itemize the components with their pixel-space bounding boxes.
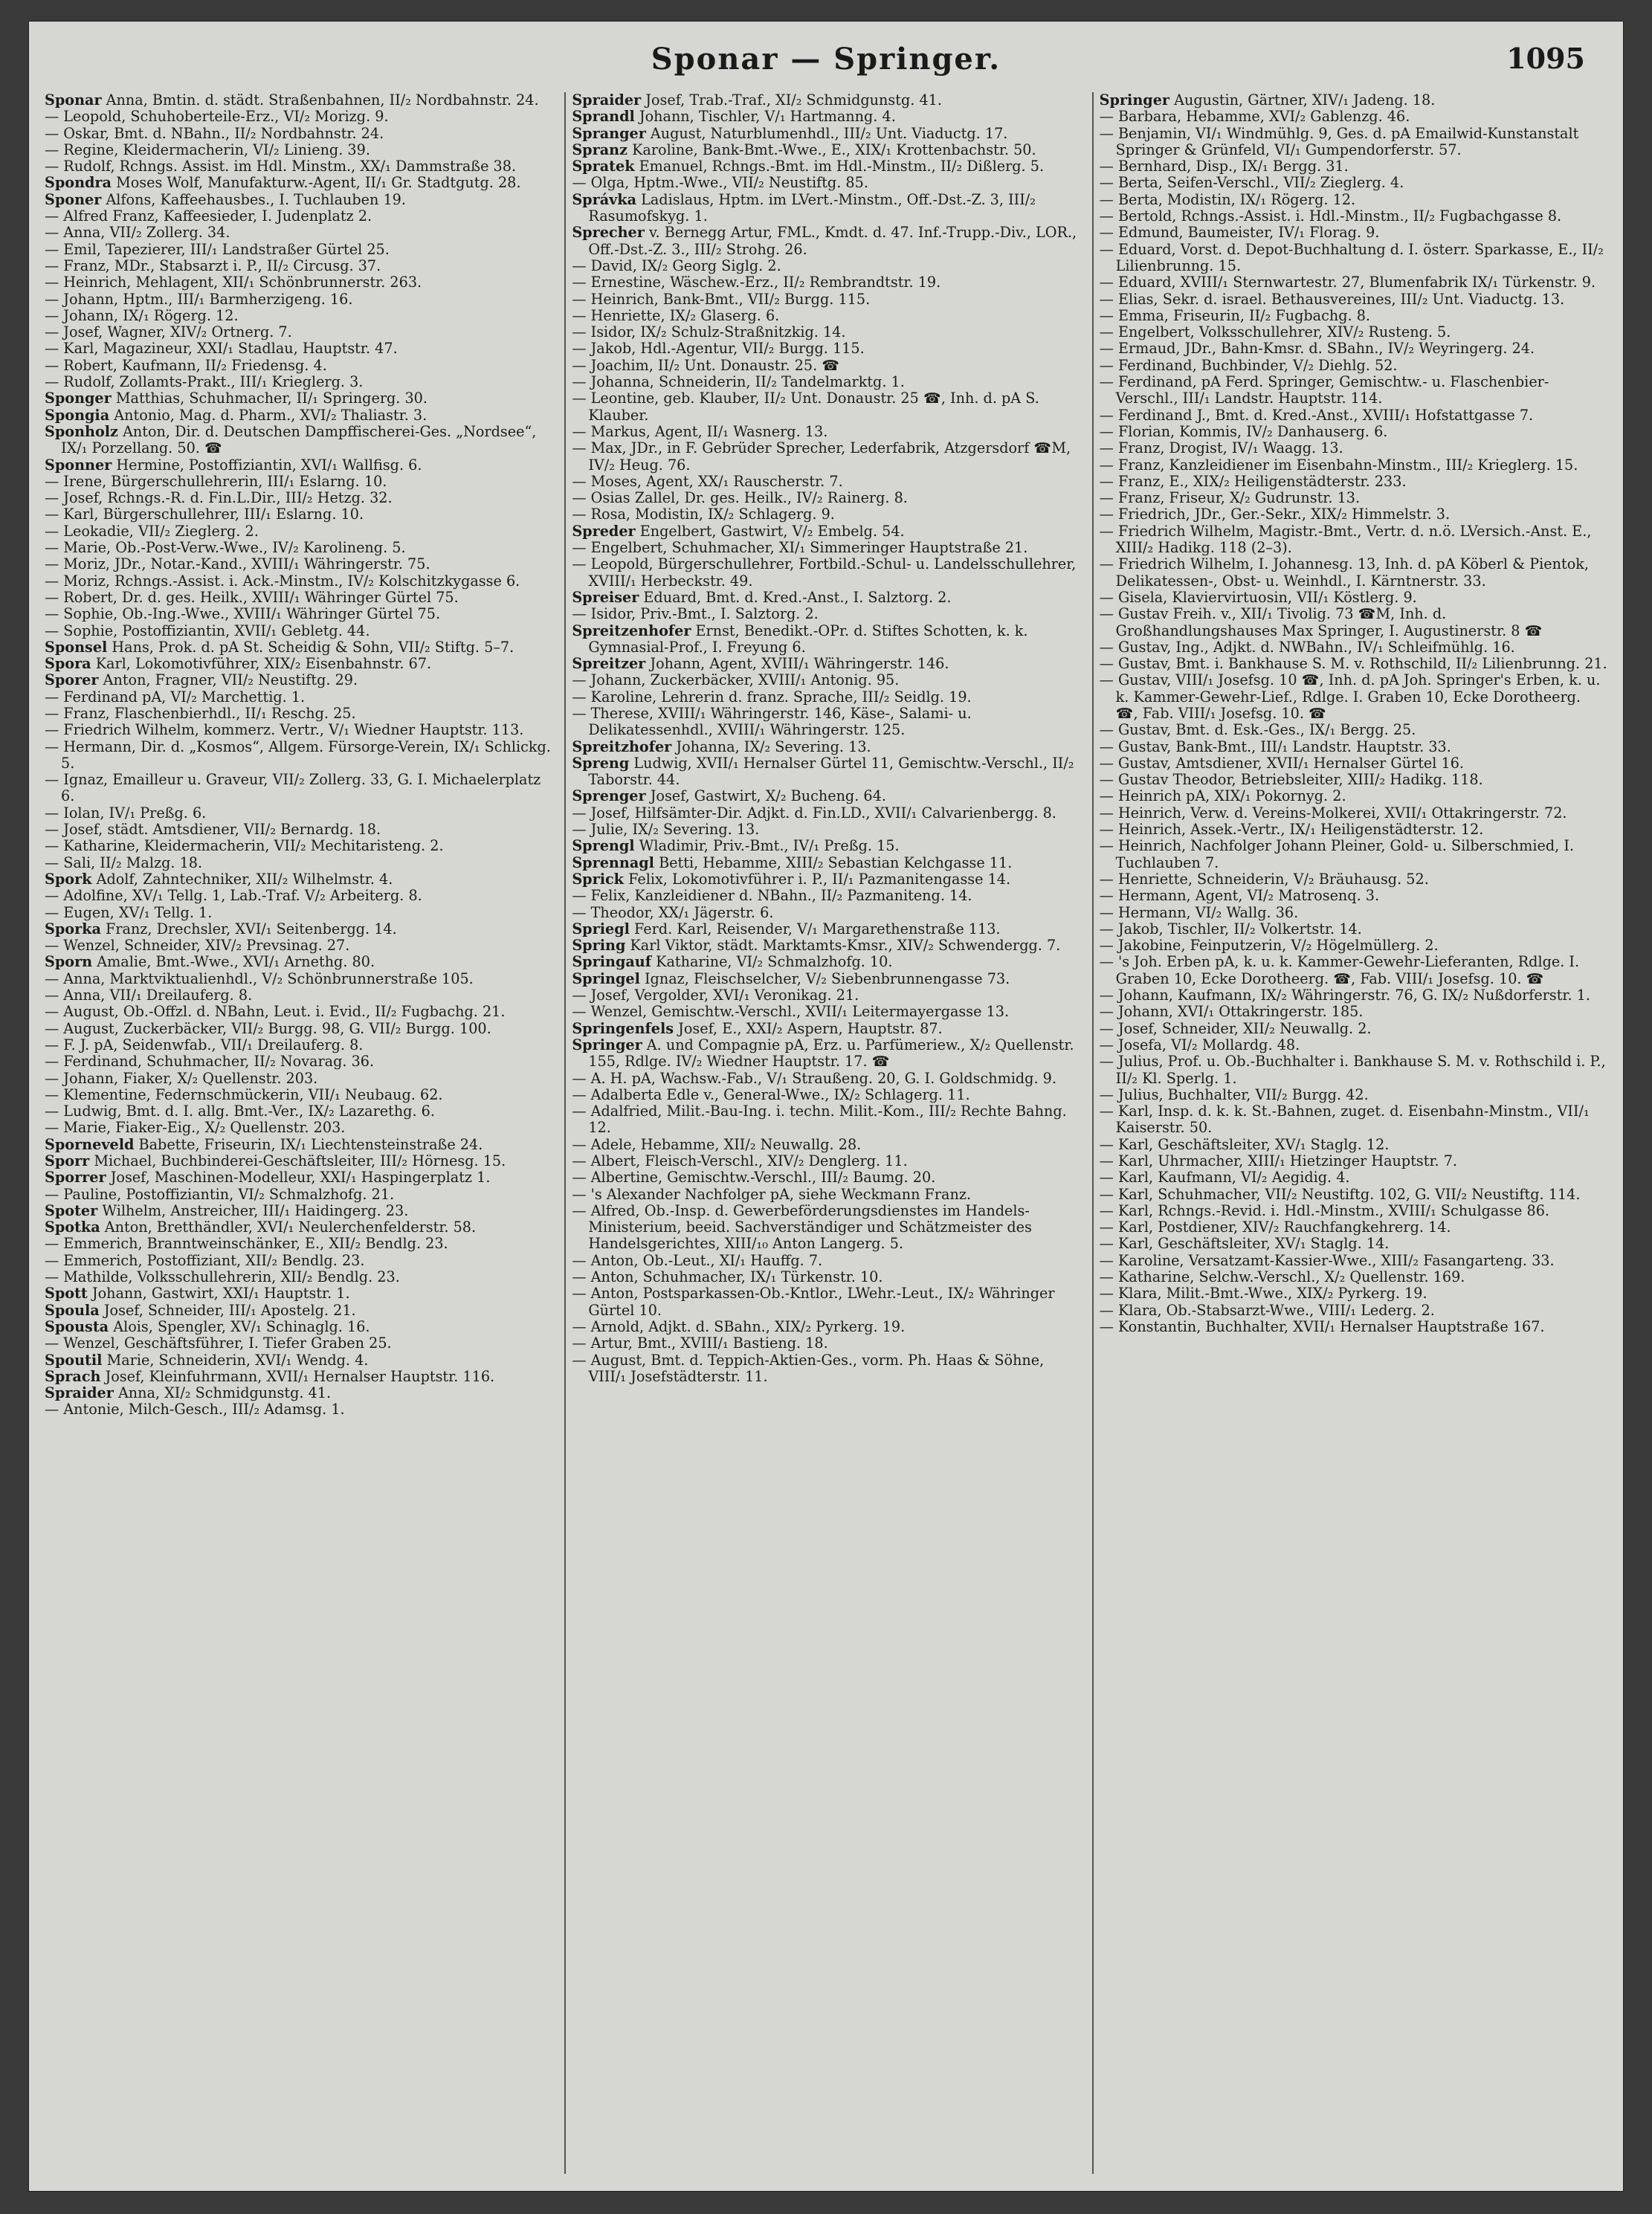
directory-entry: — Jakobine, Feinputzerin, V/₂ Högelmüllerg. 2. (1099, 937, 1439, 955)
directory-entry: — Emma, Friseurin, II/₂ Fugbachg. 8. (1099, 306, 1371, 324)
directory-entry: — Isidor, IX/₂ Schulz-Straßnitzkig. 14. (572, 323, 846, 341)
directory-entry: Spranger August, Naturblumenhdl., III/₂ Unt. Viaductg. 17. (572, 124, 1008, 142)
directory-entry: — Marie, Fiaker-Eig., X/₂ Quellenstr. 203. (45, 1119, 346, 1137)
directory-entry: — Berta, Seifen-Verschl., VII/₂ Zieglerg. 4. (1099, 174, 1404, 192)
directory-entry: — Julie, IX/₂ Severing. 13. (572, 821, 760, 839)
directory-entry: — Berta, Modistin, IX/₁ Rögerg. 12. (1099, 190, 1356, 208)
directory-entry: — Heinrich, Nachfolger Johann Pleiner, Gold- u. Silberschmied, I. Tuchlauben 7. (1099, 837, 1574, 871)
directory-entry: — Emil, Tapezierer, III/₁ Landstraßer Gürtel 25. (45, 240, 390, 258)
directory-entry: — Josef, Hilfsämter-Dir. Adjkt. d. Fin.LD., XVII/₁ Calvarienbergg. 8. (572, 804, 1056, 822)
directory-entry: Sprandl Johann, Tischler, V/₁ Hartmanng. 4. (572, 108, 896, 126)
directory-entry: — Gisela, Klaviervirtuosin, VII/₁ Köstlerg. 9. (1099, 588, 1417, 606)
directory-entry: — Benjamin, VI/₁ Windmühlg. 9, Ges. d. pA Emailwid-Kunstanstalt Springer & Grünfeld, VI/₁ Gumpendorferstr. 57. (1099, 124, 1579, 158)
directory-entry: — Ferdinand pA, VI/₂ Marchettig. 1. (45, 688, 306, 706)
directory-entry: — August, Ob.-Offzl. d. NBahn, Leut. i. Evid., II/₂ Fugbachg. 21. (45, 1003, 506, 1021)
directory-entry: — Anna, VII/₂ Zollerg. 34. (45, 224, 230, 242)
directory-entry: — Adalfried, Milit.-Bau-Ing. i. techn. Milit.-Kom., III/₂ Rechte Bahng. 12. (572, 1103, 1067, 1137)
directory-entry: Spring Karl Viktor, städt. Marktamts-Kmsr., XIV/₂ Schwendergg. 7. (572, 937, 1061, 955)
directory-entry: — Franz, E., XIX/₂ Heiligenstädterstr. 233. (1099, 472, 1407, 490)
directory-entry: — Ignaz, Emailleur u. Graveur, VII/₂ Zollerg. 33, G. I. Michaelerplatz 6. (45, 771, 541, 805)
directory-entry: — Johann, Fiaker, X/₂ Quellenstr. 203. (45, 1069, 318, 1087)
directory-entry: — Gustav Freih. v., XII/₁ Tivolig. 73 ☎M, Inh. d. Großhandlungshauses Max Springer, I. Augustinerstr. 8 ☎ (1099, 605, 1543, 639)
directory-entry: — Albert, Fleisch-Verschl., XIV/₂ Denglerg. 11. (572, 1152, 908, 1169)
directory-entry: Spriegl Ferd. Karl, Reisender, V/₁ Margarethenstraße 113. (572, 920, 1001, 937)
directory-entry: Správka Ladislaus, Hptm. im LVert.-Minstm., Off.-Dst.-Z. 3, III/₂ Rasumofskyg. 1. (572, 190, 1036, 225)
directory-entry: — Leopold, Bürgerschullehrer, Fortbild.-Schul- u. Landelsschullehrer, XVIII/₁ Herbeckstr. 49. (572, 555, 1077, 590)
directory-entry: — Jakob, Hdl.-Agentur, VII/₂ Burgg. 115. (572, 340, 865, 358)
directory-entry: — Anna, Marktviktualienhdl., V/₂ Schönbrunnerstraße 105. (45, 969, 474, 987)
directory-entry: — Heinrich, Bank-Bmt., VII/₂ Burgg. 115. (572, 290, 871, 308)
directory-entry: — Regine, Kleidermacherin, VI/₂ Linieng. 39. (45, 141, 370, 158)
directory-entry: — Wenzel, Schneider, XIV/₂ Prevsinag. 27. (45, 937, 350, 955)
directory-entry: Sprengl Wladimir, Priv.-Bmt., IV/₁ Preßg. 15. (572, 837, 900, 855)
directory-entry: — Klara, Ob.-Stabsarzt-Wwe., VIII/₁ Lederg. 2. (1099, 1301, 1435, 1319)
directory-entry: — Ermaud, JDr., Bahn-Kmsr. d. SBahn., IV/₂ Weyringerg. 24. (1099, 340, 1535, 358)
directory-entry: Springenfels Josef, E., XXI/₂ Aspern, Hauptstr. 87. (572, 1019, 943, 1037)
directory-entry: — Eduard, Vorst. d. Depot-Buchhaltung d. I. österr. Sparkasse, E., II/₂ Lilienbrunng. 15. (1099, 240, 1604, 274)
directory-entry: Spora Karl, Lokomotivführer, XIX/₂ Eisenbahnstr. 67. (45, 655, 432, 673)
directory-entry: — Karl, Rchngs.-Revid. i. Hdl.-Minstm., XVIII/₁ Schulgasse 86. (1099, 1201, 1549, 1219)
directory-entry: — Klementine, Federnschmückerin, VII/₁ Neubaug. 62. (45, 1085, 443, 1103)
directory-entry: Spott Johann, Gastwirt, XXI/₁ Hauptstr. 1. (45, 1285, 350, 1303)
directory-entry: Sponar Anna, Bmtin. d. städt. Straßenbahnen, II/₂ Nordbahnstr. 24. (45, 92, 539, 109)
directory-entry: Spratek Emanuel, Rchngs.-Bmt. im Hdl.-Minstm., II/₂ Dißlerg. 5. (572, 158, 1045, 175)
directory-entry: — Leopold, Schuhoberteile-Erz., VI/₂ Morizg. 9. (45, 108, 389, 126)
directory-entry: — Friedrich Wilhelm, kommerz. Vertr., V/₁ Wiedner Hauptstr. 113. (45, 721, 524, 739)
directory-entry: — David, IX/₂ Georg Siglg. 2. (572, 256, 781, 274)
directory-entry: — Joachim, II/₂ Unt. Donaustr. 25. ☎ (572, 356, 840, 374)
directory-entry: Spreitzer Johann, Agent, XVIII/₁ Währingerstr. 146. (572, 655, 949, 673)
directory-entry: — Pauline, Postoffiziantin, VI/₂ Schmalzhofg. 21. (45, 1185, 395, 1203)
directory-entry: — Florian, Kommis, IV/₂ Danhauserg. 6. (1099, 422, 1388, 440)
directory-entry: Sprach Josef, Kleinfuhrmann, XVII/₁ Hernalser Hauptstr. 116. (45, 1367, 495, 1385)
directory-entry: — Alfred Franz, Kaffeesieder, I. Judenplatz 2. (45, 207, 372, 225)
directory-entry: — Gustav, Amtsdiener, XVII/₁ Hernalser Gürtel 16. (1099, 754, 1465, 772)
directory-entry: Spraider Josef, Trab.-Traf., XI/₂ Schmidgunstg. 41. (572, 92, 942, 109)
directory-entry: — Rudolf, Rchngs. Assist. im Hdl. Minstm., XX/₁ Dammstraße 38. (45, 158, 517, 175)
directory-entry: — Karl, Schuhmacher, VII/₂ Neustiftg. 102, G. VII/₂ Neustiftg. 114. (1099, 1185, 1581, 1203)
directory-entry: Sporka Franz, Drechsler, XVI/₁ Seitenbergg. 14. (45, 920, 397, 937)
directory-entry: — Sophie, Ob.-Ing.-Wwe., XVIII/₁ Währinger Gürtel 75. (45, 605, 441, 623)
directory-entry: — Johann, Hptm., III/₁ Barmherzigeng. 16. (45, 290, 353, 308)
directory-entry: — Katharine, Kleidermacherin, VII/₂ Mechitaristeng. 2. (45, 837, 444, 855)
directory-entry: Sponholz Anton, Dir. d. Deutschen Dampffischerei-Ges. „Nordsee“, IX/₁ Porzellang. 50. ☎ (45, 422, 537, 457)
directory-entry: — Heinrich, Verw. d. Vereins-Molkerei, XVII/₁ Ottakringerstr. 72. (1099, 804, 1567, 822)
directory-entry: — Karl, Geschäftsleiter, XV/₁ Staglg. 14. (1099, 1235, 1390, 1253)
directory-entry: — Heinrich, Mehlagent, XII/₁ Schönbrunnerstr. 263. (45, 274, 422, 291)
directory-entry: — Gustav, Ing., Adjkt. d. NWBahn., IV/₁ Schleifmühlg. 16. (1099, 638, 1515, 656)
directory-entry: — Gustav, Bmt. i. Bankhause S. M. v. Rothschild, II/₂ Lilienbrunng. 21. (1099, 655, 1607, 673)
directory-entry: — Wenzel, Geschäftsführer, I. Tiefer Graben 25. (45, 1334, 392, 1352)
directory-entry: Sporr Michael, Buchbinderei-Geschäftsleiter, III/₂ Hörnesg. 15. (45, 1152, 506, 1169)
directory-entry: — Karl, Postdiener, XIV/₂ Rauchfangkehrerg. 14. (1099, 1219, 1451, 1236)
directory-entry: — Osias Zallel, Dr. ges. Heilk., IV/₂ Rainerg. 8. (572, 489, 908, 507)
directory-entry: — Gustav, Bank-Bmt., III/₁ Landstr. Hauptstr. 33. (1099, 738, 1451, 755)
directory-entry: Spousta Alois, Spengler, XV/₁ Schinaglg. 16. (45, 1317, 370, 1335)
directory-entry: Spreitzenhofer Ernst, Benedikt.-OPr. d. Stiftes Schotten, k. k. Gymnasial-Prof., I. Freyung 6. (572, 622, 1028, 656)
directory-page (28, 21, 1624, 2192)
column-middle (564, 92, 1080, 2174)
directory-entry: — Josef, Schneider, XII/₂ Neuwallg. 2. (1099, 1019, 1372, 1037)
directory-entry: — Johanna, Schneiderin, II/₂ Tandelmarktg. 1. (572, 373, 905, 391)
directory-entry: — Sophie, Postoffiziantin, XVII/₁ Gebletg. 44. (45, 622, 370, 639)
directory-entry: — Theodor, XX/₁ Jägerstr. 6. (572, 903, 774, 921)
directory-entry: — Gustav, VIII/₁ Josefsg. 10 ☎, Inh. d. pA Joh. Springer's Erben, k. u. k. Kammer-Gewehr-Lief., Rdlge. I. Graben 10, Ecke Dorotheerg. ☎, Fab. VIII/₁ Josefsg. 10. ☎ (1099, 671, 1601, 722)
directory-entry: — Barbara, Hebamme, XVI/₂ Gablenzg. 46. (1099, 108, 1410, 126)
directory-entry: — Friedrich Wilhelm, Magistr.-Bmt., Vertr. d. n.ö. LVersich.-Anst. E., XIII/₂ Hadikg. 118 (2–3). (1099, 522, 1592, 557)
directory-entry: — Franz, MDr., Stabsarzt i. P., II/₂ Circusg. 37. (45, 256, 381, 274)
directory-entry: Sponer Alfons, Kaffeehausbes., I. Tuchlauben 19. (45, 190, 406, 208)
directory-entry: — Franz, Flaschenbierhdl., II/₁ Reschg. 25. (45, 704, 356, 722)
directory-entry: — Karl, Insp. d. k. k. St.-Bahnen, zuget. d. Eisenbahn-Minstm., VII/₁ Kaiserstr. 50. (1099, 1103, 1590, 1137)
directory-entry: — Ferdinand J., Bmt. d. Kred.-Anst., XVIII/₁ Hofstattgasse 7. (1099, 406, 1534, 424)
directory-entry: — Adalberta Edle v., General-Wwe., IX/₂ Schlagerg. 11. (572, 1085, 970, 1103)
directory-entry: — 's Joh. Erben pA, k. u. k. Kammer-Gewehr-Lieferanten, Rdlge. I. Graben 10, Ecke Dorotheerg. ☎, Fab. VIII/₁ Josefsg. 10. ☎ (1099, 953, 1580, 987)
directory-entry: — Franz, Friseur, X/₂ Gudrunstr. 13. (1099, 489, 1361, 507)
directory-entry: — Josefa, VI/₂ Mollardg. 48. (1099, 1036, 1300, 1053)
directory-entry: — 's Alexander Nachfolger pA, siehe Weckmann Franz. (572, 1185, 972, 1203)
column-left (45, 92, 552, 2174)
directory-entry: — Gustav, Bmt. d. Esk.-Ges., IX/₁ Bergg. 25. (1099, 721, 1416, 739)
directory-entry: Spondra Moses Wolf, Manufakturw.-Agent, II/₁ Gr. Stadtgutg. 28. (45, 174, 521, 192)
directory-entry: — Henriette, Schneiderin, V/₂ Bräuhausg. 52. (1099, 870, 1429, 888)
directory-entry: — Heinrich pA, XIX/₁ Pokornyg. 2. (1099, 787, 1346, 805)
directory-entry: Spranz Karoline, Bank-Bmt.-Wwe., E., XIX/₁ Krottenbachstr. 50. (572, 141, 1036, 158)
directory-entry: — Julius, Buchhalter, VII/₂ Burgg. 42. (1099, 1085, 1369, 1103)
directory-entry: Spongia Antonio, Mag. d. Pharm., XVI/₂ Thaliastr. 3. (45, 406, 427, 424)
directory-entry: — Leontine, geb. Klauber, II/₂ Unt. Donaustr. 25 ☎, Inh. d. pA S. Klauber. (572, 390, 1039, 424)
directory-entry: — Hermann, VI/₂ Wallg. 36. (1099, 903, 1299, 921)
directory-entry: Spreder Engelbert, Gastwirt, V/₂ Embelg. 54. (572, 522, 905, 540)
column-right (1092, 92, 1607, 2174)
directory-entry: Sporrer Josef, Maschinen-Modelleur, XXI/₁ Haspingerplatz 1. (45, 1169, 491, 1187)
directory-entry: Spotka Anton, Bretthändler, XVI/₁ Neulerchenfelderstr. 58. (45, 1219, 477, 1236)
directory-entry: — Alfred, Ob.-Insp. d. Gewerbeförderungsdienstes im Handels-Ministerium, beeid. Sachverständiger und Schätzmeister des Handelsgerichtes, XIII/₁₀ Anton Langerg. 5. (572, 1201, 1032, 1253)
directory-entry: — Marie, Ob.-Post-Verw.-Wwe., IV/₂ Karolineng. 5. (45, 539, 406, 557)
directory-entry: — A. H. pA, Wachsw.-Fab., V/₁ Straußeng. 20, G. I. Goldschmidg. 9. (572, 1069, 1056, 1087)
directory-entry: — August, Bmt. d. Teppich-Aktien-Ges., vorm. Ph. Haas & Söhne, VIII/₁ Josefstädterstr. 11. (572, 1351, 1045, 1385)
directory-entry: — Olga, Hptm.-Wwe., VII/₂ Neustiftg. 85. (572, 174, 868, 192)
directory-entry: — Jakob, Tischler, II/₂ Volkertstr. 14. (1099, 920, 1362, 937)
directory-entry: — Anna, VII/₁ Dreilauferg. 8. (45, 987, 253, 1004)
directory-entry: Springauf Katharine, VI/₂ Schmalzhofg. 10. (572, 953, 893, 971)
directory-entry: — Karl, Bürgerschullehrer, III/₁ Eslarng. 10. (45, 506, 364, 523)
directory-entry: — Konstantin, Buchhalter, XVII/₁ Hernalser Hauptstraße 167. (1099, 1317, 1545, 1335)
directory-entry: Spoutil Marie, Schneiderin, XVI/₁ Wendg. 4. (45, 1351, 369, 1369)
directory-entry: — Emmerich, Postoffiziant, XII/₂ Bendlg. 23. (45, 1251, 365, 1269)
directory-entry: — Gustav Theodor, Betriebsleiter, XIII/₂ Hadikg. 118. (1099, 771, 1483, 789)
directory-entry: — Johann, Kaufmann, IX/₂ Währingerstr. 76, G. IX/₂ Nußdorferstr. 1. (1099, 987, 1590, 1004)
directory-entry: — Ferdinand, Buchbinder, V/₂ Diehlg. 52. (1099, 356, 1398, 374)
directory-entry: — Antonie, Milch-Gesch., III/₂ Adamsg. 1. (45, 1401, 345, 1419)
directory-entry: — Ferdinand, pA Ferd. Springer, Gemischtw.- u. Flaschenbier-Verschl., III/₁ Landstr. Hauptstr. 114. (1099, 373, 1549, 407)
directory-entry: Spork Adolf, Zahntechniker, XII/₂ Wilhelmstr. 4. (45, 870, 393, 888)
directory-entry: — Robert, Kaufmann, II/₂ Friedensg. 4. (45, 356, 327, 374)
directory-entry: — Ferdinand, Schuhmacher, II/₂ Novarag. 36. (45, 1053, 375, 1071)
directory-entry: — Edmund, Baumeister, IV/₁ Florag. 9. (1099, 224, 1380, 242)
directory-entry: — Friedrich, JDr., Ger.-Sekr., XIX/₂ Himmelstr. 3. (1099, 506, 1451, 523)
directory-entry: — Robert, Dr. d. ges. Heilk., XVIII/₁ Währinger Gürtel 75. (45, 588, 459, 606)
directory-entry: — Rosa, Modistin, IX/₂ Schlagerg. 9. (572, 506, 835, 523)
directory-entry: — Josef, Wagner, XIV/₂ Ortnerg. 7. (45, 323, 292, 341)
directory-entry: Spreitzhofer Johanna, IX/₂ Severing. 13. (572, 738, 871, 755)
directory-entry: — Max, JDr., in F. Gebrüder Sprecher, Lederfabrik, Atzgersdorf ☎M, IV/₂ Heug. 76. (572, 439, 1071, 474)
directory-entry: — Markus, Agent, II/₁ Wasnerg. 13. (572, 422, 828, 440)
directory-entry: Sprennagl Betti, Hebamme, XIII/₂ Sebastian Kelchgasse 11. (572, 853, 1013, 871)
directory-entry: — Eduard, XVIII/₁ Sternwartestr. 27, Blumenfabrik IX/₁ Türkenstr. 9. (1099, 274, 1596, 291)
directory-entry: — Johann, XVI/₁ Ottakringerstr. 185. (1099, 1003, 1364, 1021)
columns-container (45, 92, 1607, 2174)
directory-entry: — Engelbert, Schuhmacher, XI/₁ Simmeringer Hauptstraße 21. (572, 539, 1028, 557)
directory-entry: — Bertold, Rchngs.-Assist. i. Hdl.-Minstm., II/₂ Fugbachgasse 8. (1099, 207, 1562, 225)
directory-entry: — Leokadie, VII/₂ Zieglerg. 2. (45, 522, 259, 540)
directory-entry: Sprecher v. Bernegg Artur, FML., Kmdt. d. 47. Inf.-Trupp.-Div., LOR., Off.-Dst.-Z. 3., III/₂ Strohg. 26. (572, 224, 1077, 258)
directory-entry: — Elias, Sekr. d. israel. Bethausvereines, III/₂ Unt. Viaductg. 13. (1099, 290, 1565, 308)
directory-entry: — Artur, Bmt., XVIII/₁ Bastieng. 18. (572, 1334, 828, 1352)
directory-entry: Sponner Hermine, Postoffiziantin, XVI/₁ Wallfisg. 6. (45, 456, 422, 474)
directory-entry: Sponsel Hans, Prok. d. pA St. Scheidig & Sohn, VII/₂ Stiftg. 5–7. (45, 638, 514, 656)
directory-entry: — Arnold, Adjkt. d. SBahn., XIX/₂ Pyrkerg. 19. (572, 1317, 906, 1335)
directory-entry: — Wenzel, Gemischtw.-Verschl., XVII/₁ Leitermayergasse 13. (572, 1003, 1010, 1021)
directory-entry: Sprick Felix, Lokomotivführer i. P., II/₁ Pazmanitengasse 14. (572, 870, 1011, 888)
directory-entry: Spoter Wilhelm, Anstreicher, III/₁ Haidingerg. 23. (45, 1201, 409, 1219)
directory-entry: — Oskar, Bmt. d. NBahn., II/₂ Nordbahnstr. 24. (45, 124, 384, 142)
directory-entry: Sporer Anton, Fragner, VII/₂ Neustiftg. 29. (45, 671, 358, 689)
directory-entry: — Adele, Hebamme, XII/₂ Neuwallg. 28. (572, 1135, 862, 1153)
directory-entry: — Henriette, IX/₂ Glaserg. 6. (572, 306, 780, 324)
directory-entry: — Moses, Agent, XX/₁ Rauscherstr. 7. (572, 472, 843, 490)
directory-entry: — Moriz, JDr., Notar.-Kand., XVIII/₁ Währingerstr. 75. (45, 555, 430, 573)
directory-entry: — Ludwig, Bmt. d. I. allg. Bmt.-Ver., IX/₂ Lazarethg. 6. (45, 1103, 435, 1120)
directory-entry: — Josef, Rchngs.-R. d. Fin.L.Dir., III/₂ Hetzg. 32. (45, 489, 393, 507)
directory-entry: — Felix, Kanzleidiener d. NBahn., II/₂ Pazmaniteng. 14. (572, 887, 972, 905)
directory-entry: — F. J. pA, Seidenwfab., VII/₁ Dreilauferg. 8. (45, 1036, 364, 1053)
directory-entry: — Johann, IX/₁ Rögerg. 12. (45, 306, 239, 324)
directory-entry: Sporneveld Babette, Friseurin, IX/₁ Liechtensteinstraße 24. (45, 1135, 483, 1153)
directory-entry: — Hermann, Agent, VI/₂ Matrosenq. 3. (1099, 887, 1380, 905)
directory-entry: — Sali, II/₂ Malzg. 18. (45, 853, 203, 871)
page-header (28, 42, 1624, 89)
directory-entry: — Karoline, Versatzamt-Kassier-Wwe., XIII/₂ Fasangarteng. 33. (1099, 1251, 1555, 1269)
directory-entry: — Rudolf, Zollamts-Prakt., III/₁ Krieglerg. 3. (45, 373, 364, 391)
directory-entry: — Julius, Prof. u. Ob.-Buchhalter i. Bankhause S. M. v. Rothschild i. P., II/₂ Kl. Sperlg. 1. (1099, 1053, 1606, 1087)
directory-entry: — Josef, Vergolder, XVI/₁ Veronikag. 21. (572, 987, 859, 1004)
directory-entry: Springel Ignaz, Fleischselcher, V/₂ Siebenbrunnengasse 73. (572, 969, 1010, 987)
directory-entry: — Iolan, IV/₁ Preßg. 6. (45, 804, 207, 822)
directory-entry: Spraider Anna, XI/₂ Schmidgunstg. 41. (45, 1384, 332, 1402)
directory-entry: — Karl, Uhrmacher, XIII/₁ Hietzinger Hauptstr. 7. (1099, 1152, 1458, 1169)
directory-entry: — Anton, Schuhmacher, IX/₁ Türkenstr. 10. (572, 1268, 883, 1286)
directory-entry: — Mathilde, Volksschullehrerin, XII/₂ Bendlg. 23. (45, 1268, 400, 1286)
directory-entry: — Engelbert, Volksschullehrer, XIV/₂ Rusteng. 5. (1099, 323, 1451, 341)
directory-entry: — Friedrich Wilhelm, I. Johannesg. 13, Inh. d. pA Köberl & Pientok, Delikatessen-, Obst- u. Weinhdl., I. Kärntnerstr. 33. (1099, 555, 1589, 590)
directory-entry: — Karl, Magazineur, XXI/₁ Stadlau, Hauptstr. 47. (45, 340, 398, 358)
directory-entry: — Karl, Geschäftsleiter, XV/₁ Staglg. 12. (1099, 1135, 1390, 1153)
directory-entry: Sprenger Josef, Gastwirt, X/₂ Bucheng. 64. (572, 787, 886, 805)
page-number: 1095 (1506, 42, 1585, 75)
directory-entry: — Johann, Zuckerbäcker, XVIII/₁ Antonig. 95. (572, 671, 900, 689)
directory-entry: Sponger Matthias, Schuhmacher, II/₁ Springerg. 30. (45, 390, 427, 407)
directory-entry: — Bernhard, Disp., IX/₁ Bergg. 31. (1099, 158, 1349, 175)
directory-entry: — Irene, Bürgerschullehrerin, III/₁ Eslarng. 10. (45, 472, 387, 490)
directory-entry: Spreng Ludwig, XVII/₁ Hernalser Gürtel 11, Gemischtw.-Verschl., II/₂ Taborstr. 44. (572, 754, 1074, 789)
directory-entry: — Katharine, Selchw.-Verschl., X/₂ Quellenstr. 169. (1099, 1268, 1465, 1286)
directory-entry: — Eugen, XV/₁ Tellg. 1. (45, 903, 213, 921)
directory-entry: — Emmerich, Branntweinschänker, E., XII/₂ Bendlg. 23. (45, 1235, 448, 1253)
page-title: Sponar — Springer. (651, 42, 1001, 77)
directory-entry: — Moriz, Rchngs.-Assist. i. Ack.-Minstm., IV/₂ Kolschitzkygasse 6. (45, 572, 520, 590)
directory-entry: Spreiser Eduard, Bmt. d. Kred.-Anst., I. Salztorg. 2. (572, 588, 952, 606)
directory-entry: Spoula Josef, Schneider, III/₁ Apostelg. 21. (45, 1301, 356, 1319)
directory-entry: Springer A. und Compagnie pA, Erz. u. Parfümeriew., X/₂ Quellenstr. 155, Rdlge. IV/₂ Wiedner Hauptstr. 17. ☎ (572, 1036, 1074, 1071)
directory-entry: — Hermann, Dir. d. „Kosmos“, Allgem. Fürsorge-Verein, IX/₁ Schlickg. 5. (45, 738, 551, 772)
directory-entry: — Adolfine, XV/₁ Tellg. 1, Lab.-Traf. V/₂ Arbeiterg. 8. (45, 887, 422, 905)
directory-entry: Springer Augustin, Gärtner, XIV/₁ Jadeng. 18. (1099, 92, 1436, 109)
directory-entry: — Franz, Drogist, IV/₁ Waagg. 13. (1099, 439, 1343, 457)
directory-entry: — Isidor, Priv.-Bmt., I. Salztorg. 2. (572, 605, 819, 623)
directory-entry: — Klara, Milit.-Bmt.-Wwe., XIX/₂ Pyrkerg. 19. (1099, 1285, 1427, 1303)
directory-entry: Sporn Amalie, Bmt.-Wwe., XVI/₁ Arnethg. 80. (45, 953, 375, 971)
directory-entry: — Karl, Kaufmann, VI/₂ Aegidig. 4. (1099, 1169, 1350, 1187)
directory-entry: — Anton, Ob.-Leut., XI/₁ Hauffg. 7. (572, 1251, 823, 1269)
directory-entry: — Therese, XVIII/₁ Währingerstr. 146, Käse-, Salami- u. Delikatessenhdl., XVIII/₁ Währingerstr. 125. (572, 704, 972, 739)
directory-entry: — Heinrich, Assek.-Vertr., IX/₁ Heiligenstädterstr. 12. (1099, 821, 1484, 839)
directory-entry: — August, Zuckerbäcker, VII/₂ Burgg. 98, G. VII/₂ Burgg. 100. (45, 1019, 491, 1037)
directory-entry: — Karoline, Lehrerin d. franz. Sprache, III/₂ Seidlg. 19. (572, 688, 972, 706)
directory-entry: — Ernestine, Wäschew.-Erz., II/₂ Rembrandtstr. 19. (572, 274, 941, 291)
directory-entry: — Anton, Postsparkassen-Ob.-Kntlor., LWehr.-Leut., IX/₂ Währinger Gürtel 10. (572, 1285, 1055, 1319)
directory-entry: — Josef, städt. Amtsdiener, VII/₂ Bernardg. 18. (45, 821, 381, 839)
directory-entry: — Albertine, Gemischtw.-Verschl., III/₂ Baumg. 20. (572, 1169, 936, 1187)
directory-entry: — Franz, Kanzleidiener im Eisenbahn-Minstm., III/₂ Krieglerg. 15. (1099, 456, 1578, 474)
